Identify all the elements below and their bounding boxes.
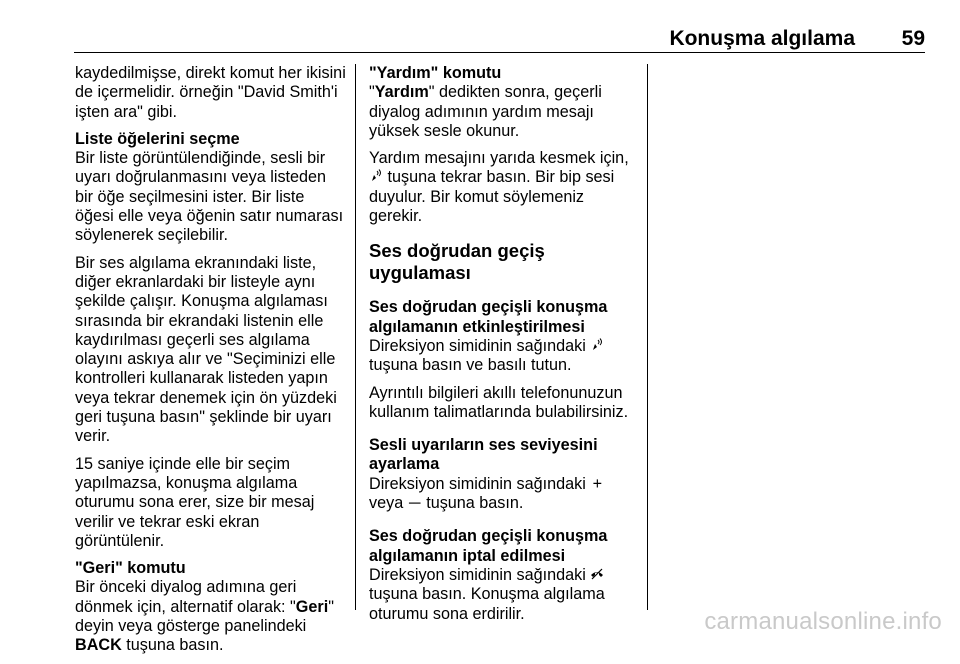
heading-help-command: "Yardım" komutu bbox=[369, 64, 502, 82]
paragraph: 15 saniye içinde elle bir seçim yapılmazsa, konuşma algılama oturumu sona erer, size bir mesaj verilir ve tekrar eski ekran görüntülenir. bbox=[75, 454, 315, 550]
text: " deyin veya gösterge panelindeki bbox=[75, 597, 334, 636]
heading-activation: Ses doğrudan geçişli konuşma algılamanın etkinleştirilmesi bbox=[369, 298, 608, 336]
page-header bbox=[74, 22, 925, 53]
voice-icon bbox=[369, 168, 383, 187]
paragraph bbox=[369, 337, 641, 376]
paragraph bbox=[369, 566, 641, 624]
keyword-geri: Geri bbox=[295, 597, 329, 616]
right-column bbox=[369, 64, 641, 632]
text: tuşuna basın. Konuşma algılama oturumu sona erdirilir. bbox=[369, 585, 605, 623]
section-title: Ses doğrudan geçiş uygulaması bbox=[369, 240, 545, 284]
text: tuşuna basın. bbox=[421, 494, 524, 513]
column-divider-right bbox=[647, 64, 648, 610]
heading-cancel: Ses doğrudan geçişli konuşma algılamanın iptal edilmesi bbox=[369, 527, 608, 565]
keyword-yardim: Yardım bbox=[374, 83, 429, 102]
page-title: Konuşma algılama bbox=[669, 27, 855, 50]
paragraph: kaydedilmişse, direkt komut her ikisini de içermelidir. örneğin "David Smith'i işten ara" gibi. bbox=[75, 64, 346, 121]
left-column bbox=[75, 64, 347, 664]
column-divider-left bbox=[355, 64, 356, 610]
paragraph: Ayrıntılı bilgileri akıllı telefonunuzun kullanım talimatlarında bulabilirsiniz. bbox=[369, 383, 629, 421]
voice-icon bbox=[590, 337, 604, 356]
keyword-back: BACK bbox=[75, 636, 122, 655]
heading-volume: Sesli uyarıların ses seviyesini ayarlama bbox=[369, 436, 598, 474]
page-number: 59 bbox=[901, 27, 925, 50]
paragraph bbox=[369, 475, 641, 514]
text: Direksiyon simidinin sağındaki bbox=[369, 474, 591, 493]
text: Yardım mesajını yarıda kesmek için, bbox=[369, 149, 629, 168]
paragraph bbox=[75, 578, 347, 655]
text: tuşuna basın ve basılı tutun. bbox=[369, 356, 572, 375]
paragraph: Bir liste görüntülendiğinde, sesli bir uyarı doğrulanmasını veya listeden bir öğe seçilmesini ister. Bir liste öğesi elle veya öğenin satır numarası söylenerek seçilebilir. bbox=[75, 149, 344, 245]
paragraph bbox=[369, 149, 641, 226]
heading-back-command: "Geri" komutu bbox=[75, 559, 186, 578]
text: tuşuna basın. bbox=[121, 636, 224, 655]
minus-icon: ─ bbox=[408, 494, 421, 513]
paragraph bbox=[369, 83, 641, 141]
text: Bir önceki diyalog adımına geri dönmek için, alternatif olarak: " bbox=[75, 578, 297, 616]
text: tuşuna tekrar basın. Bir bip sesi duyulur. Bir komut söylemeniz gerekir. bbox=[369, 168, 615, 226]
watermark: carmanualsonline.info bbox=[704, 608, 942, 635]
text: Direksiyon simidinin sağındaki bbox=[369, 565, 591, 584]
text: Direksiyon simidinin sağındaki bbox=[369, 336, 591, 355]
text: " bbox=[369, 83, 375, 102]
heading-list-selection: Liste öğelerini seçme bbox=[75, 129, 240, 148]
plus-icon: + bbox=[592, 474, 603, 493]
hang-up-icon bbox=[590, 566, 604, 585]
text: veya bbox=[369, 494, 408, 513]
text: " dedikten sonra, geçerli diyalog adımının yardım mesajı yüksek sesle okunur. bbox=[369, 83, 602, 140]
paragraph: Bir ses algılama ekranındaki liste, diğer ekranlardaki bir listeyle aynı şekilde çalışır. Konuşma algılaması sırasında bir ekrandaki listenin elle kaydırılması geçerli ses algılama olayını askıya alır ve "Seçiminizi elle kontrolleri kullanarak listeden yapın veya tekrar denemek için ön yüzdeki geri tuşuna basın" şeklinde bir uyarı verir. bbox=[75, 253, 337, 446]
